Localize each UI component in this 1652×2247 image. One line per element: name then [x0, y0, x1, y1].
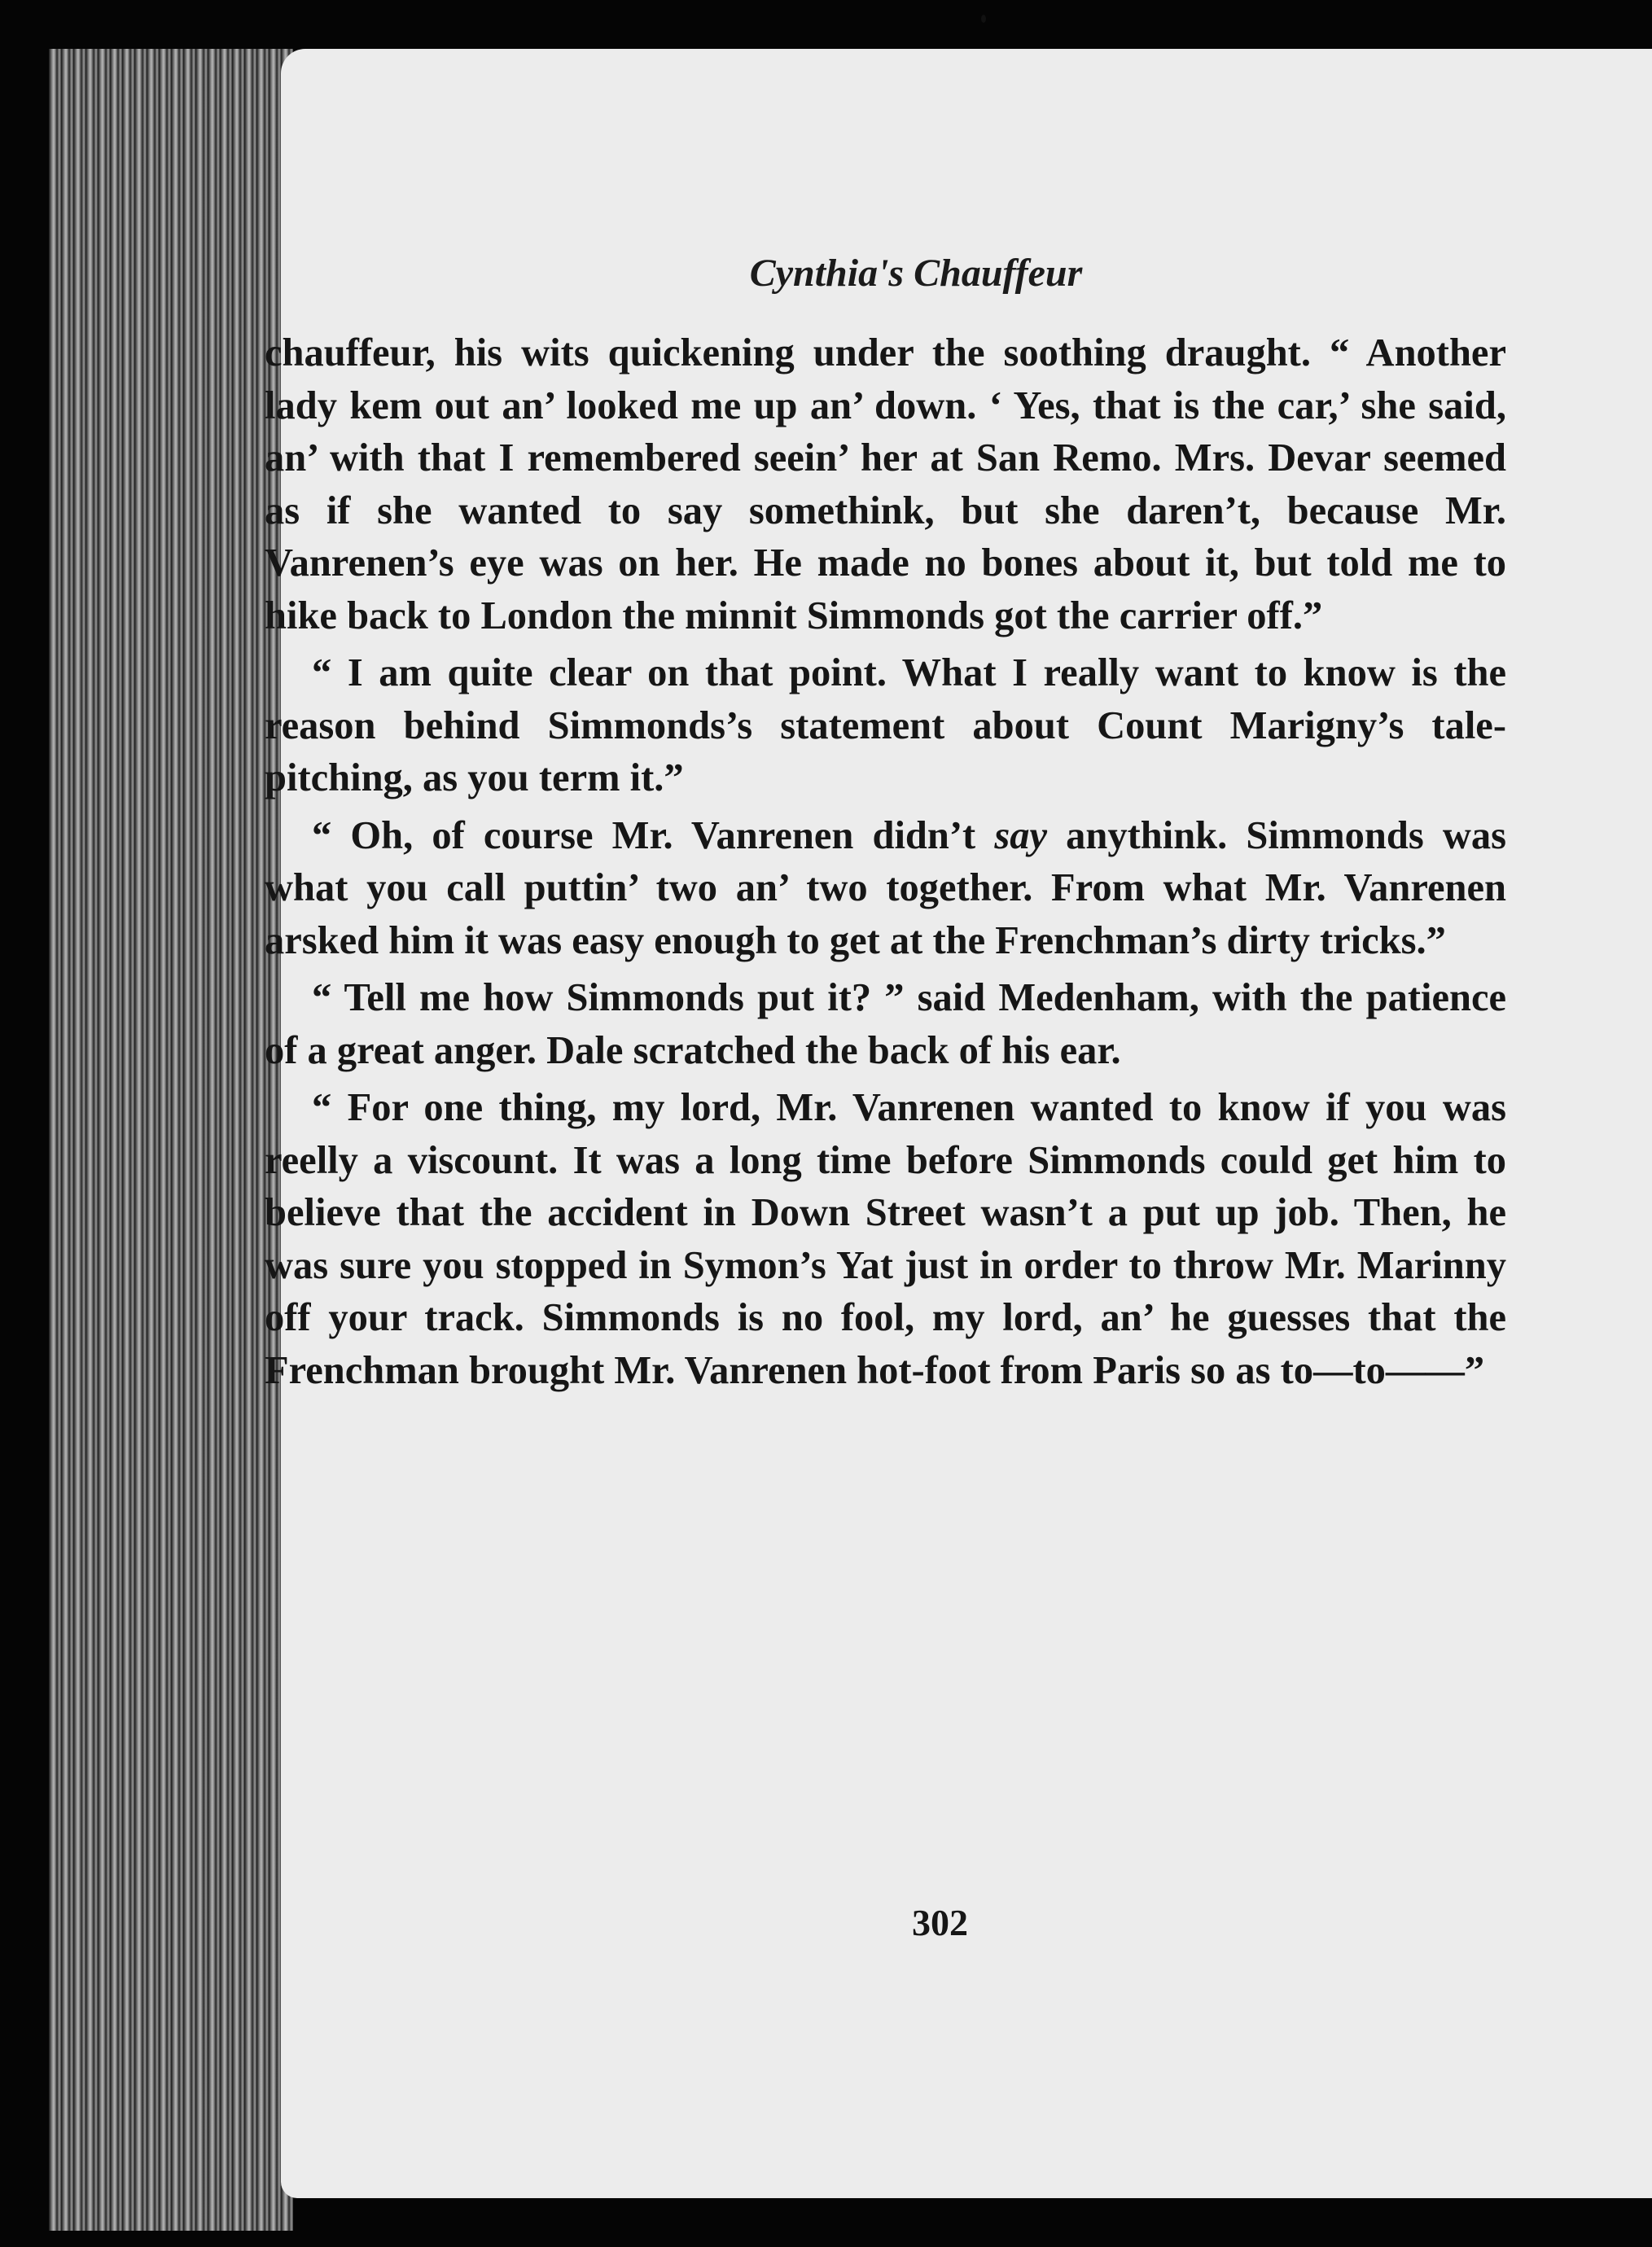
paragraph-3-before: “ Oh, of course Mr. Vanrenen didn’t [312, 813, 995, 857]
paragraph-1: chauffeur, his wits quickening under the soothing draught. “ Another lady kem out an’ looked me up an’ down. ‘ Yes, that is the car,’ she said, an’ with that I remembered seein’ her at San Remo. Mrs. Devar seemed as if she wanted to say somethink, but she daren’t, because Mr. Vanrenen’s eye was on her. He made no bones about it, but told me to hike back to London the minnit Simmonds got the carrier off.” [265, 331, 1506, 637]
paragraph-3-after: anythink. Simmonds was what you call puttin’ two an’ two together. From what Mr. Vanrenen arsked him it was easy enough to get at the Frenchman’s dirty tricks.” [265, 813, 1506, 962]
emphasized-word: say [994, 813, 1047, 857]
scan-speck [981, 15, 986, 23]
running-head: Cynthia's Chauffeur [749, 252, 1083, 295]
paragraph-5: “ For one thing, my lord, Mr. Vanrenen wanted to know if you was reelly a viscount. It was a long time before Simmonds could get him to believe that the accident in Down Street wasn’t a put up job. Then, he was sure you stopped in Symon’s Yat just in order to throw Mr. Marinny off your track. Simmonds is no fool, my lord, an’ he guesses that the Frenchman brought Mr. Vanrenen hot-foot from Paris so as to—to——” [265, 1086, 1506, 1392]
body-text [265, 327, 1506, 1397]
page-number: 302 [912, 1902, 968, 1943]
paragraph-2: “ I am quite clear on that point. What I really want to know is the reason behind Simmonds’s statement about Count Marigny’s tale-pitching, as you term it.” [265, 651, 1506, 799]
paragraph-3 [265, 810, 1506, 968]
paragraph-4: “ Tell me how Simmonds put it? ” said Medenham, with the patience of a great anger. Dale scratched the back of his ear. [265, 976, 1506, 1072]
